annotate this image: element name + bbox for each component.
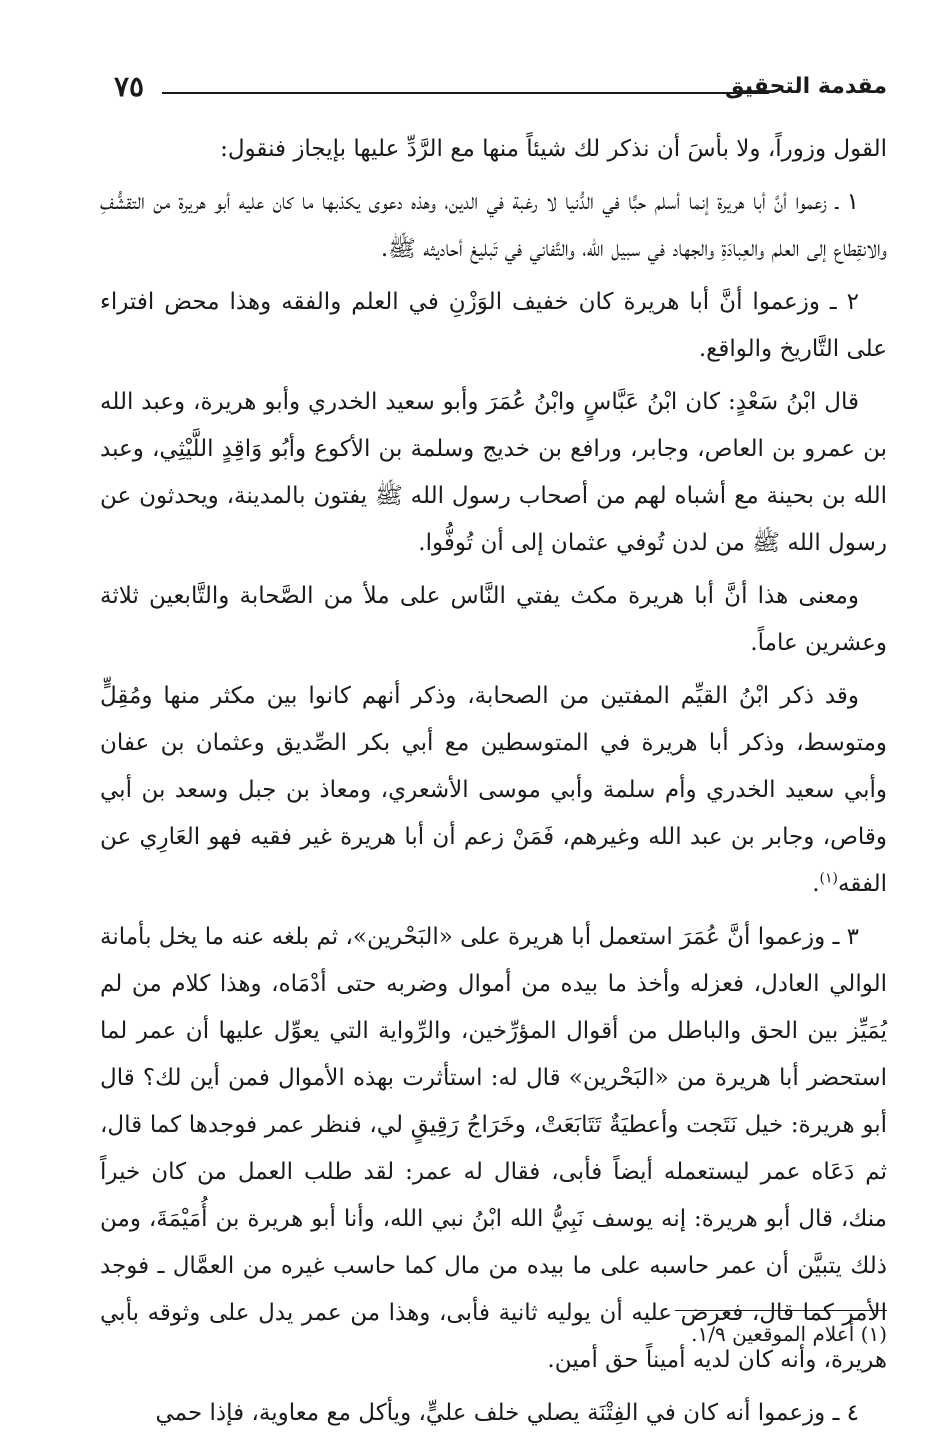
paragraph-claim-2	[100, 279, 887, 373]
paragraph-text: قال ابْنُ سَعْدٍ: كان ابْنُ عَبَّاسٍ وابْنُ عُمَرَ وأبو سعيد الخدري وأبو هريرة، وعبد الله بن عمرو بن العاص، وجابر، ورافع بن خديج وسلمة بن الأكوع وأبُو وَاقِدٍ اللَّيْثِي، وعبد الله بن بحينة مع أشباه لهم من أصحاب رسول الله ﷺ يفتون بالمدينة، ويحدثون عن رسول الله ﷺ من لدن تُوفي عثمان إلى أن تُوفُّوا.	[100, 389, 887, 556]
page-header	[100, 68, 887, 112]
running-title: مقدمة التحقيق	[724, 74, 887, 99]
paragraph-text: ٤ ـ وزعموا أنه كان في الفِتْنَة يصلي خلف عليٍّ، ويأكل مع معاوية، فإذا حمي	[155, 1400, 859, 1426]
paragraph-claim-3	[100, 914, 887, 1384]
paragraph-text: وقد ذكر ابْنُ القيِّم المفتين من الصحابة، وذكر أنهم كانوا بين مكثر منها ومُقِلٍّ ومتوسط، وذكر أبا هريرة في المتوسطين مع أبي بكر الصِّديق وعثمان بن عفان وأبي سعيد الخدري وأم سلمة وأبي موسى الأشعري، ومعاذ بن جبل وسعد بن أبي وقاص، وجابر بن عبد الله وغيرهم، فَمَنْ زعم أن أبا هريرة غير فقيه فهو العَارِي عن الفقه	[100, 683, 887, 897]
page-number: ٧٥	[114, 70, 145, 103]
header-rule	[162, 92, 769, 94]
paragraph-meaning	[100, 573, 887, 667]
paragraph-text: ٣ ـ وزعموا أنَّ عُمَرَ استعمل أبا هريرة على «البَحْرين»، ثم بلغه عنه ما يخل بأمانة الوالي العادل، فعزله وأخذ ما بيده من أموال وضربه حتى أدْمَاه، وهذا كلام من لم يُمَيِّز بين الحق والباطل من أقوال المؤرِّخين، والرِّواية التي يعوِّل عليها أن عمر لما استحضر أبا هريرة من «البَحْرين» قال له: استأثرت بهذه الأموال فمن أين لك؟ قال أبو هريرة: خيل نَتَجت وأعطيَةٌ تَتَابَعَتْ، وخَرَاجُ رَقِيقٍ لي، فنظر عمر فوجدها كما قال، ثم دَعَاه عمر ليستعمله أيضاً فأبى، فقال له عمر: لقد طلب العمل من كان خيراً منك، قال أبو هريرة: إنه يوسف نَبِيُّ الله ابْنُ نبي الله، وأنا أبو هريرة بن أُمَيْمَةَ، ومن ذلك يتبيَّن أن عمر حاسبه على ما بيده من مال كما حاسب غيره من العمَّال ـ فوجد الأمر كما قال، فعرض عليه أن يوليه ثانية فأبى، وهذا من عمر يدل على وثوقه بأبي هريرة، وأنه كان لديه أميناً حق أمين.	[100, 924, 887, 1373]
paragraph-text: ومعنى هذا أنَّ أبا هريرة مكث يفتي النَّاس على ملأ من الصَّحابة والتَّابعين ثلاثة وعشرين عاماً.	[100, 583, 887, 656]
paragraph-text: ١ ـ زعموا أنَّ أبا هريرة إنما أسلم حبًّا في الدُّنيا لا رغبة في الدين، وهذه دعوى يكذبها ما كان عليه أبو هريرة من التقشُّفِ والانقِطاع إلى العلم والعِبادَةِ والجهاد في سبيل الله، والتَّفاني في تَبليغ أحاديثه ﷺ.	[100, 189, 887, 262]
paragraph-continued	[100, 126, 887, 173]
paragraph-text: القول وزوراً، ولا بأسَ أن نذكر لك شيئاً منها مع الرَّدِّ عليها بإيجاز فنقول:	[220, 136, 887, 162]
footnote-marker: (١)	[819, 870, 838, 887]
paragraph-ibn-qayyim	[100, 673, 887, 908]
footnote: (١) أعلام الموقعين ١/٩.	[691, 1322, 887, 1346]
page-body	[100, 126, 887, 1443]
paragraph-end: .	[812, 871, 820, 897]
paragraph-text: ٢ ـ وزعموا أنَّ أبا هريرة كان خفيف الوَزْنِ في العلم والفقه وهذا محض افتراء على التَّاريخ والواقع.	[100, 289, 887, 362]
paragraph-claim-4	[100, 1390, 887, 1437]
footnote-rule	[675, 1310, 887, 1311]
paragraph-claim-1	[100, 179, 887, 273]
paragraph-ibn-sad	[100, 379, 887, 567]
